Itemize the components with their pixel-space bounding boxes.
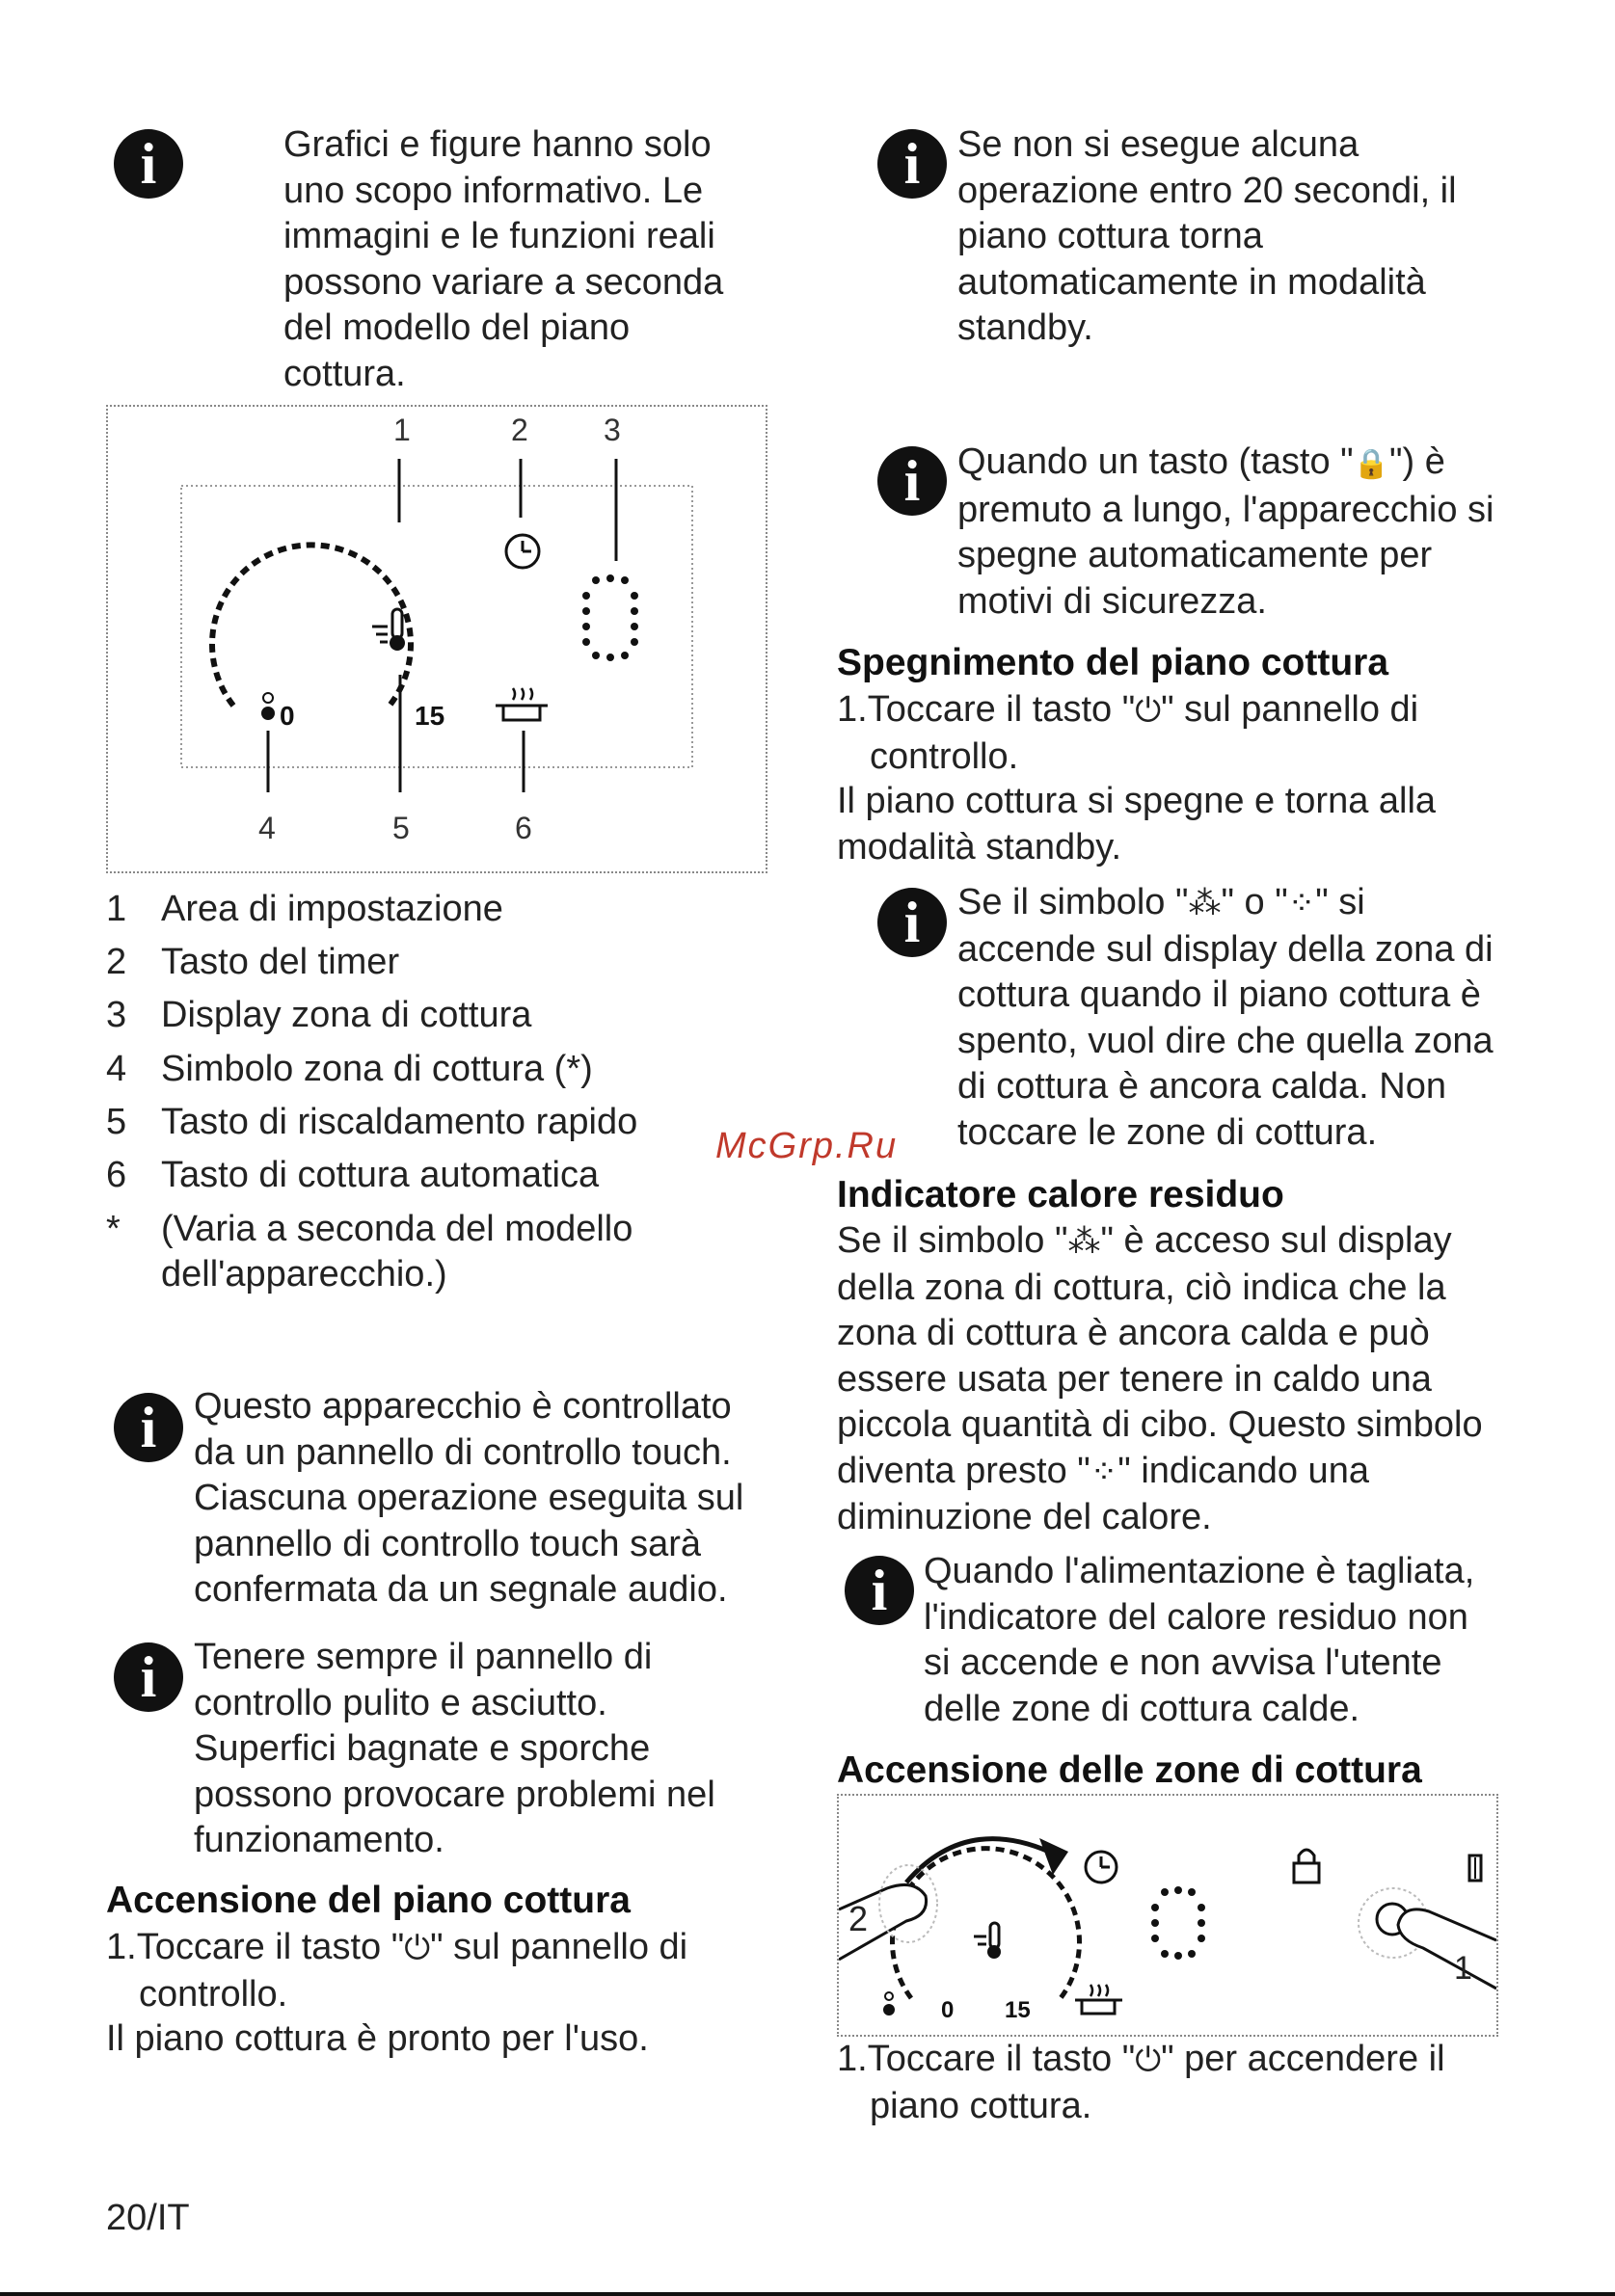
lock-icon [1294,1850,1319,1882]
control-panel-svg [108,407,766,871]
power-icon: ⏻ [1135,691,1162,730]
heading-zones-on: Accensione delle zone di cottura [837,1749,1422,1791]
callout-number-1: 1 [393,413,411,447]
note-clean-panel: Tenere sempre il pannello di controllo pulito e asciutto. Superfici bagnate e sporche possono provocare problemi nel funzionamento. [194,1637,715,1860]
step-number-two: 2 [848,1899,869,1938]
callout-number-6: 6 [515,811,532,845]
scale-zero-label: 0 [280,701,295,731]
zone-activation-diagram [837,1794,1498,2037]
info-icon: i [114,1642,183,1712]
watermark: McGrp.Ru [715,1126,899,1166]
control-panel-diagram [106,405,767,873]
note-long-press: Quando un tasto (tasto "🔒") è premuto a lungo, l'apparecchio si spegne automaticamente per motivi di sicurezza. [957,441,1494,622]
legend-list: 1 Area di impostazione 2 Tasto del timer 3 Display zona di cottura 4 Simbolo zona di cottura (*) 5 Tasto di riscaldamento rapido 6 Tasto di cottura automatica * (Varia a seconda del modello dell'apparecchio.) [106,887,800,1301]
info-icon: i [877,888,947,957]
timer-icon [1086,1852,1117,1882]
scale-fifteen-label: 15 [415,701,445,731]
warm-symbol-icon: ⁘ [1090,1452,1118,1491]
note-hot-zone: Se il simbolo "⁂" o "⁘" si accende sul display della zona di cottura quando il piano cottura è spento, vuol dire che quella zona di cottura è ancora calda. Non toccare le zone di cottura. [957,882,1494,1153]
legend-item: * (Varia a seconda del modello dell'apparecchio.) [106,1209,633,1295]
hot-symbol-icon: ⁂ [1067,1222,1101,1261]
auto-cooking-icon [496,688,548,720]
info-icon: i [877,446,947,516]
step-number-one: 1 [1454,1950,1472,1987]
ready-text: Il piano cottura è pronto per l'uso. [106,2018,649,2059]
info-icon: i [114,129,183,199]
warm-symbol-icon: ⁘ [1287,884,1316,922]
step-switch-on: 1.Toccare il tasto "⏻" sul pannello di controllo. [106,1927,688,2015]
note-touch-panel: Questo apparecchio è controllato da un pannello di controllo touch. Ciascuna operazione eseguita sul pannello di controllo touch sarà confermata da un segnale audio. [194,1386,744,1610]
hot-symbol-icon: ⁂ [1188,884,1222,922]
callout-number-2: 2 [511,413,528,447]
page-bottom-rule [0,2292,1615,2296]
lock-icon: 🔒 [1353,447,1389,481]
power-icon: ⏻ [1135,2041,1162,2079]
power-icon: ⏻ [404,1929,431,1967]
heading-residual-heat: Indicatore calore residuo [837,1174,1284,1215]
finger-right-icon [1359,1888,1496,1989]
timer-icon [506,535,539,568]
callout-number-5: 5 [392,811,410,845]
zone-symbol-icon [261,693,275,720]
indicator-bars-icon [1469,1855,1481,1881]
zone-display-icon [582,574,638,661]
step-zones-on: 1.Toccare il tasto "⏻" per accendere il piano cottura. [837,2039,1445,2126]
step-switch-off: 1.Toccare il tasto "⏻" sul pannello di controllo. [837,689,1419,777]
note-graphics: Grafici e figure hanno solo uno scopo informativo. Le immagini e le funzioni reali possono variare a seconda del modello del piano cottura. [283,124,724,394]
heading-switch-off: Spegnimento del piano cottura [837,642,1389,683]
note-power-cut: Quando l'alimentazione è tagliata, l'indicatore del calore residuo non si accende e non avvisa l'utente delle zone di cottura calde. [924,1551,1475,1729]
info-icon: i [114,1393,183,1462]
switch-off-text: Il piano cottura si spegne e torna alla modalità standby. [837,781,1437,868]
residual-heat-text: Se il simbolo "⁂" è acceso sul display della zona di cottura, ciò indica che la zona di cottura è ancora calda e può essere usata per tenere in caldo una piccola quantità di cibo. Questo simbolo diventa presto "⁘" indicando una diminuzione del calore. [837,1220,1483,1537]
zone-symbol-icon [883,1992,895,2016]
info-icon: i [845,1556,914,1625]
auto-cooking-icon [1075,1985,1122,2014]
arrow-head-icon [1039,1838,1068,1875]
scale-zero-label: 0 [941,1997,955,2023]
info-icon: i [877,129,947,199]
page-number: 20/IT [106,2198,190,2238]
scale-fifteen-label: 15 [1005,1997,1031,2023]
zone-activation-svg [839,1796,1496,2035]
thermometer-icon [372,609,405,651]
note-standby: Se non si esegue alcuna operazione entro 20 secondi, il piano cottura torna automaticamente in modalità standby. [957,124,1457,348]
heading-switch-on: Accensione del piano cottura [106,1880,631,1921]
thermometer-icon [974,1923,1001,1959]
callout-number-3: 3 [604,413,621,447]
callout-number-4: 4 [258,811,276,845]
zone-display-icon [1151,1886,1205,1960]
